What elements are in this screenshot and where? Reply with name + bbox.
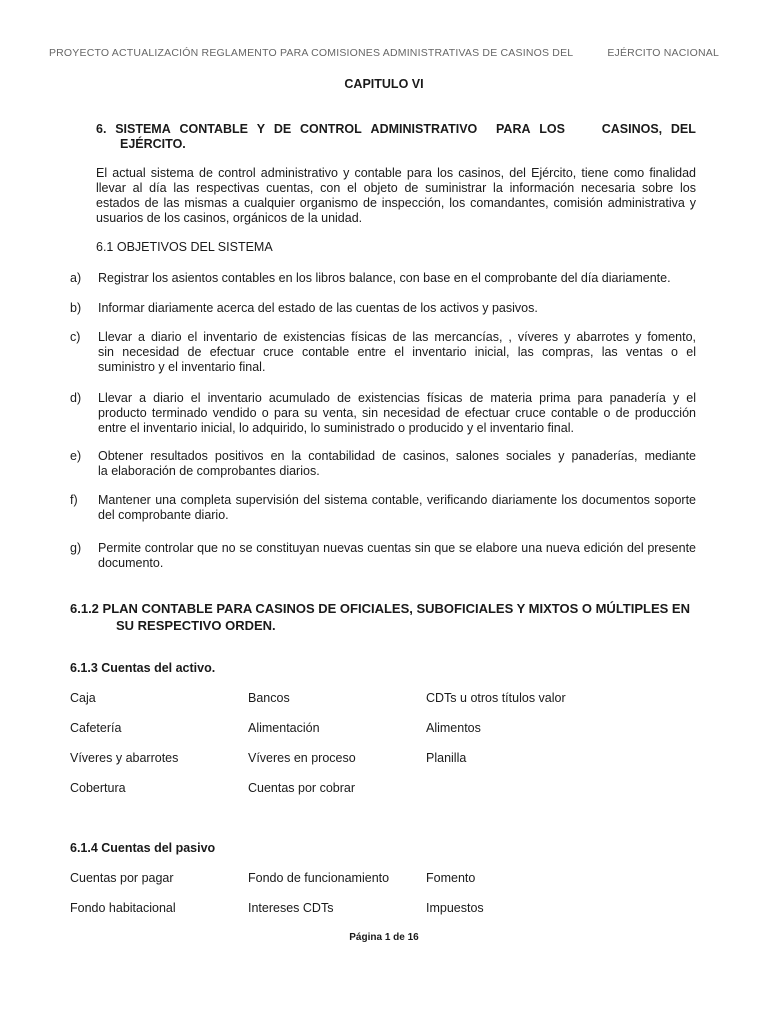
page-number-footer: Página 1 de 16 — [349, 932, 419, 943]
chapter-title: CAPITULO VI — [344, 77, 424, 91]
section-6-1-2-heading: 6.1.2 PLAN CONTABLE PARA CASINOS DE OFICIALES, SUBOFICIALES Y MIXTOS O MÚLTIPLES EN SU RESPECTIVO ORDEN. — [70, 601, 690, 633]
section-6-line-2: EJÉRCITO. — [120, 137, 186, 151]
assets-heading: 6.1.3 Cuentas del activo. — [70, 661, 216, 675]
assets-row: Cobertura Cuentas por cobrar — [70, 781, 356, 795]
objective-item-b: b) Informar diariamente acerca del estado de las cuentas de los activos y pasivos. — [70, 301, 538, 315]
header-left-text: PROYECTO ACTUALIZACIÓN REGLAMENTO PARA COMISIONES ADMINISTRATIVAS DE CASINOS DEL — [48, 47, 574, 59]
assets-row: Caja Bancos CDTs u otros títulos valor — [70, 691, 566, 705]
liabilities-row: Cuentas por pagar Fondo de funcionamiento Fomento — [70, 871, 476, 885]
objective-item-f: f) Mantener una completa supervisión del sistema contable, verificando diariamente los documentos soporte del comprobante diario. — [70, 493, 696, 522]
objective-item-g: g) Permite controlar que no se constituyan nuevas cuentas sin que se elabore una nueva edición del presente documento. — [70, 541, 696, 570]
assets-row: Cafetería Alimentación Alimentos — [70, 721, 481, 735]
objective-item-d: d) Llevar a diario el inventario acumulado de existencias físicas de materia prima para panadería y el producto terminado vendido o para su venta, sin necesidad de efectuar cruce contable o de producción entre el inventario inicial, lo adquirido, lo suministrado o producido y el inventario final. — [70, 391, 696, 435]
assets-row: Víveres y abarrotes Víveres en proceso Planilla — [70, 751, 467, 765]
liabilities-heading: 6.1.4 Cuentas del pasivo — [70, 841, 216, 855]
objective-item-e: e) Obtener resultados positivos en la contabilidad de casinos, salones sociales y panaderías, mediante la elaboración de comprobantes diarios. — [70, 449, 696, 478]
section-6-line-1: 6. SISTEMA CONTABLE Y DE CONTROL ADMINISTRATIVO PARA LOS CASINOS, DEL — [96, 122, 696, 136]
section-6-heading — [96, 122, 696, 152]
subsection-6-1-heading: 6.1 OBJETIVOS DEL SISTEMA — [96, 240, 273, 254]
liabilities-row: Fondo habitacional Intereses CDTs Impuestos — [70, 901, 484, 915]
page-header — [0, 46, 768, 61]
header-right-text: EJÉRCITO NACIONAL — [607, 47, 720, 59]
intro-paragraph: El actual sistema de control administrativo y contable para los casinos, del Ejército, tiene como finalidad llevar al día las respectivas cuentas, con el objeto de suministrar la información necesaria sobre los estados de las mismas a cualquier organismo de inspección, los comandantes, comisión administrativa y usuarios de los casinos, orgánicos de la unidad. — [96, 166, 696, 225]
objective-item-a: a) Registrar los asientos contables en los libros balance, con base en el comprobante del día diariamente. — [70, 271, 671, 285]
objective-item-c: c) Llevar a diario el inventario de existencias físicas de las mercancías, , víveres y abarrotes y fomento, sin necesidad de efectuar cruce contable entre el inventario inicial, las compras, las ventas o el suministro y el inventario final. — [70, 330, 696, 374]
